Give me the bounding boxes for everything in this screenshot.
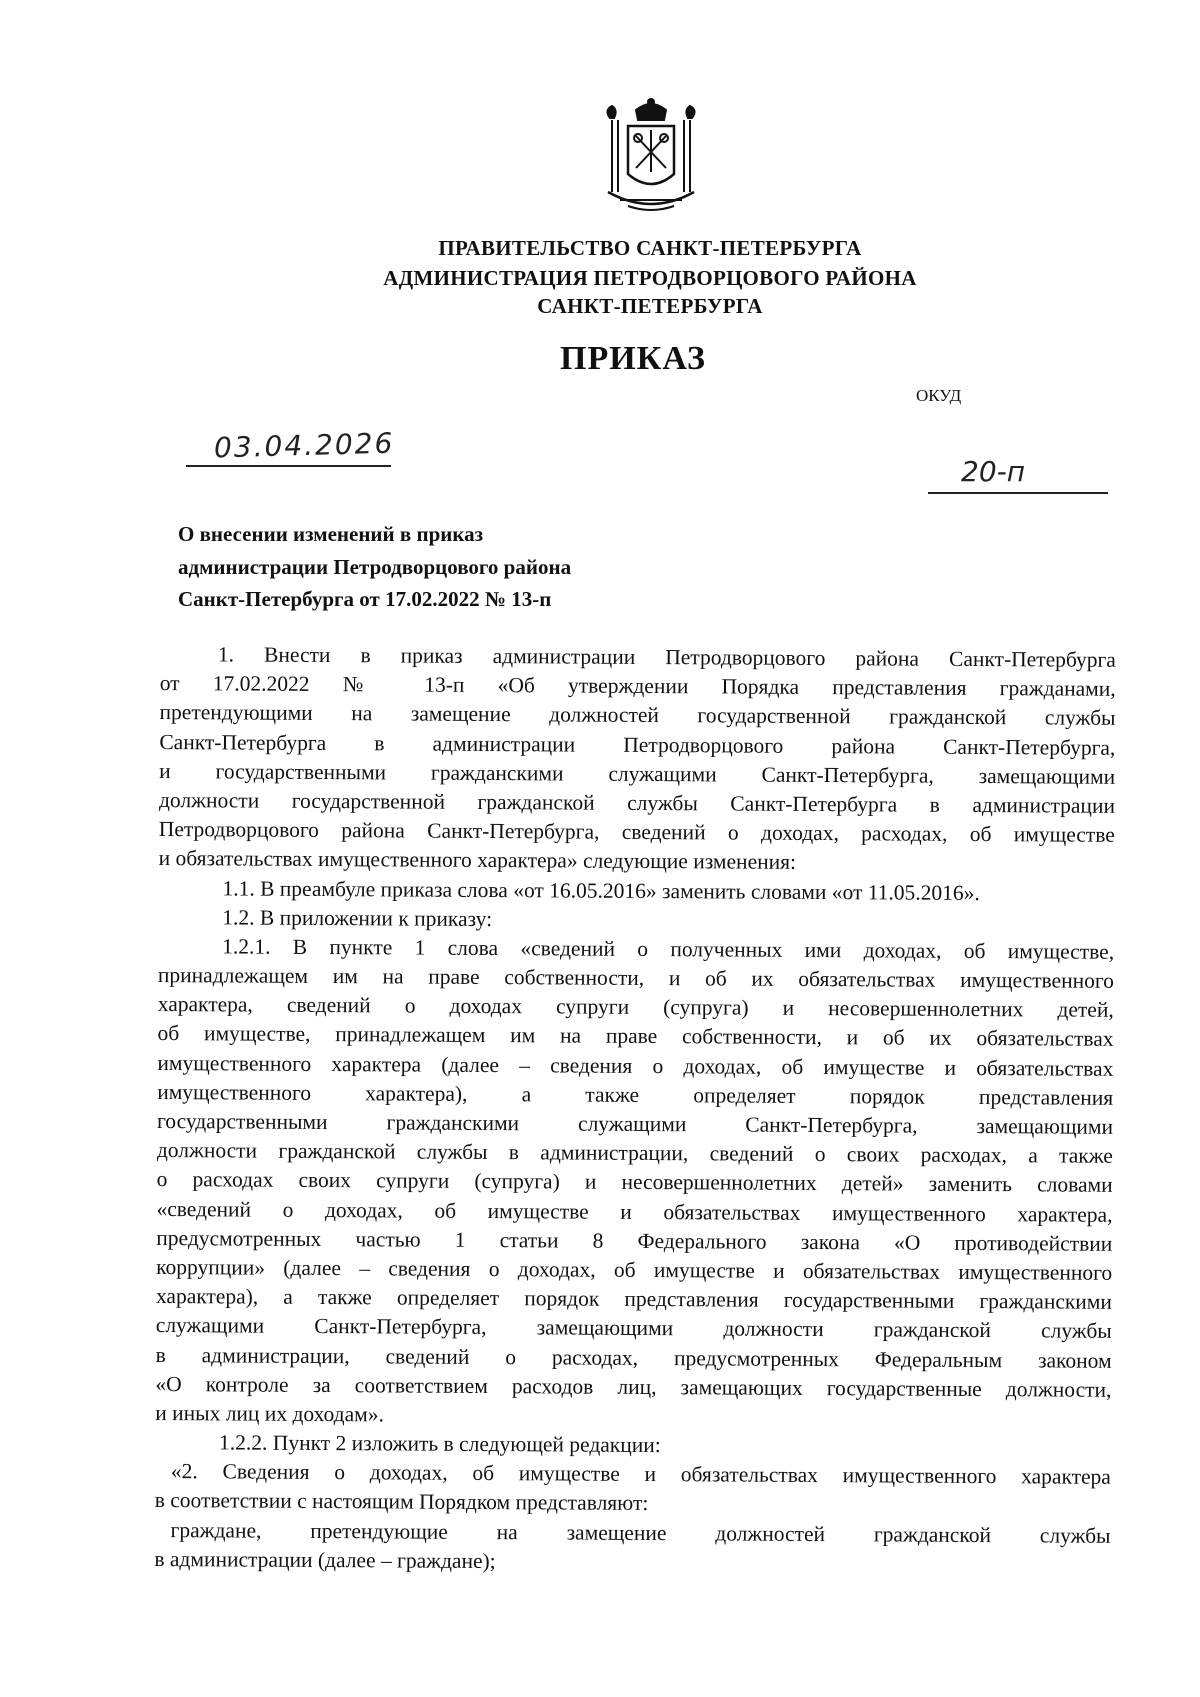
body-line: и государственными гражданскими служащими Санкт-Петербурга, замещающими bbox=[159, 758, 1116, 789]
body-line: служащими Санкт-Петербурга, замещающими должности гражданской службы bbox=[155, 1313, 1112, 1344]
body-line: граждане, претендующие на замещение должностей гражданской службы bbox=[170, 1517, 1111, 1548]
document-title: ПРИКАЗ bbox=[560, 340, 706, 377]
body-line: характера), а также определяет порядок представления государственными гражданскими bbox=[155, 1284, 1113, 1314]
number-underline bbox=[928, 492, 1108, 494]
body-line: 1. Внести в приказ администрации Петродворцового района Санкт-Петербурга bbox=[217, 642, 1116, 672]
body-line: претендующими на замещение должностей государственной гражданской службы bbox=[159, 700, 1116, 731]
body-line: Петродворцового района Санкт-Петербурга, сведений о доходах, расходах, об имуществе bbox=[158, 817, 1115, 847]
body-line: должности гражданской службы в администрации, сведений о своих расходах, а также bbox=[156, 1138, 1113, 1169]
body-line: коррупции» (далее – сведения о доходах, об имуществе и обязательствах имущественного bbox=[156, 1254, 1113, 1285]
body-line: принадлежащем им на праве собственности, и об их обязательствах имущественного bbox=[157, 963, 1115, 993]
body-line: от 17.02.2022 № 13-п «Об утверждении Порядка представления гражданами, bbox=[159, 671, 1116, 702]
okud-label: ОКУД bbox=[916, 386, 962, 405]
body-line: имущественного характера), а также определяет порядок представления bbox=[157, 1079, 1114, 1110]
body-line: и обязательствах имущественного характера» следующие изменения: bbox=[158, 846, 797, 875]
body-line: в администрации, сведений о расходах, предусмотренных Федеральным законом bbox=[155, 1342, 1112, 1373]
org-name-line-3: САНКТ-ПЕТЕРБУРГА bbox=[537, 294, 763, 318]
body-line: в администрации (далее – граждане); bbox=[154, 1546, 496, 1573]
body-line: и иных лиц их доходам». bbox=[155, 1400, 384, 1427]
body-line: Санкт-Петербурга в администрации Петродворцового района Санкт-Петербурга, bbox=[159, 729, 1116, 760]
body-line: 1.1. В преамбуле приказа слова «от 16.05.2016» заменить словами «от 11.05.2016». bbox=[222, 875, 980, 905]
body-line: должности государственной гражданской службы Санкт-Петербурга в администрации bbox=[158, 787, 1116, 818]
body-line: 1.2.2. Пункт 2 изложить в следующей редакции: bbox=[219, 1430, 661, 1458]
body-line: предусмотренных частью 1 статьи 8 Федерального закона «О противодействии bbox=[156, 1225, 1113, 1256]
body-line: 1.2.1. В пункте 1 слова «сведений о полученных ими доходах, об имуществе, bbox=[222, 934, 1115, 964]
date-underline bbox=[186, 465, 391, 467]
body-line: о расходах своих супруги (супруга) и несовершеннолетних детей» заменить словами bbox=[156, 1167, 1113, 1198]
document-body bbox=[154, 640, 1116, 1580]
subject-line-1: О внесении изменений в приказ bbox=[178, 522, 484, 546]
coat-of-arms-emblem bbox=[598, 96, 704, 216]
body-line: об имуществе, принадлежащем им на праве собственности, и об их обязательствах bbox=[157, 1021, 1114, 1052]
body-line: характера, сведений о доходах супруги (супруга) и несовершеннолетних детей, bbox=[157, 992, 1114, 1023]
org-name-line-1: ПРАВИТЕЛЬСТВО САНКТ-ПЕТЕРБУРГА bbox=[438, 236, 862, 260]
body-line: 1.2. В приложении к приказу: bbox=[222, 905, 493, 931]
subject-line-2: администрации Петродворцового района bbox=[178, 555, 572, 579]
handwritten-number: 20-п bbox=[961, 455, 1026, 488]
body-line: «сведений о доходах, об имуществе и обязательствах имущественного характера, bbox=[156, 1196, 1113, 1227]
body-line: «2. Сведения о доходах, об имуществе и обязательствах имущественного характера bbox=[170, 1459, 1111, 1490]
body-line: имущественного характера (далее – сведения о доходах, об имуществе и обязательствах bbox=[157, 1050, 1114, 1081]
org-name-line-2: АДМИНИСТРАЦИЯ ПЕТРОДВОРЦОВОГО РАЙОНА bbox=[383, 266, 917, 290]
body-line: «О контроле за соответствием расходов лиц, замещающих государственные должности, bbox=[155, 1371, 1112, 1402]
handwritten-date: 03.04.2026 bbox=[213, 426, 395, 465]
body-line: в соответствии с настоящим Порядком представляют: bbox=[154, 1488, 649, 1516]
subject-line-3: Санкт-Петербурга от 17.02.2022 № 13-п bbox=[178, 587, 552, 611]
body-line: государственными гражданскими служащими Санкт-Петербурга, замещающими bbox=[156, 1108, 1114, 1139]
